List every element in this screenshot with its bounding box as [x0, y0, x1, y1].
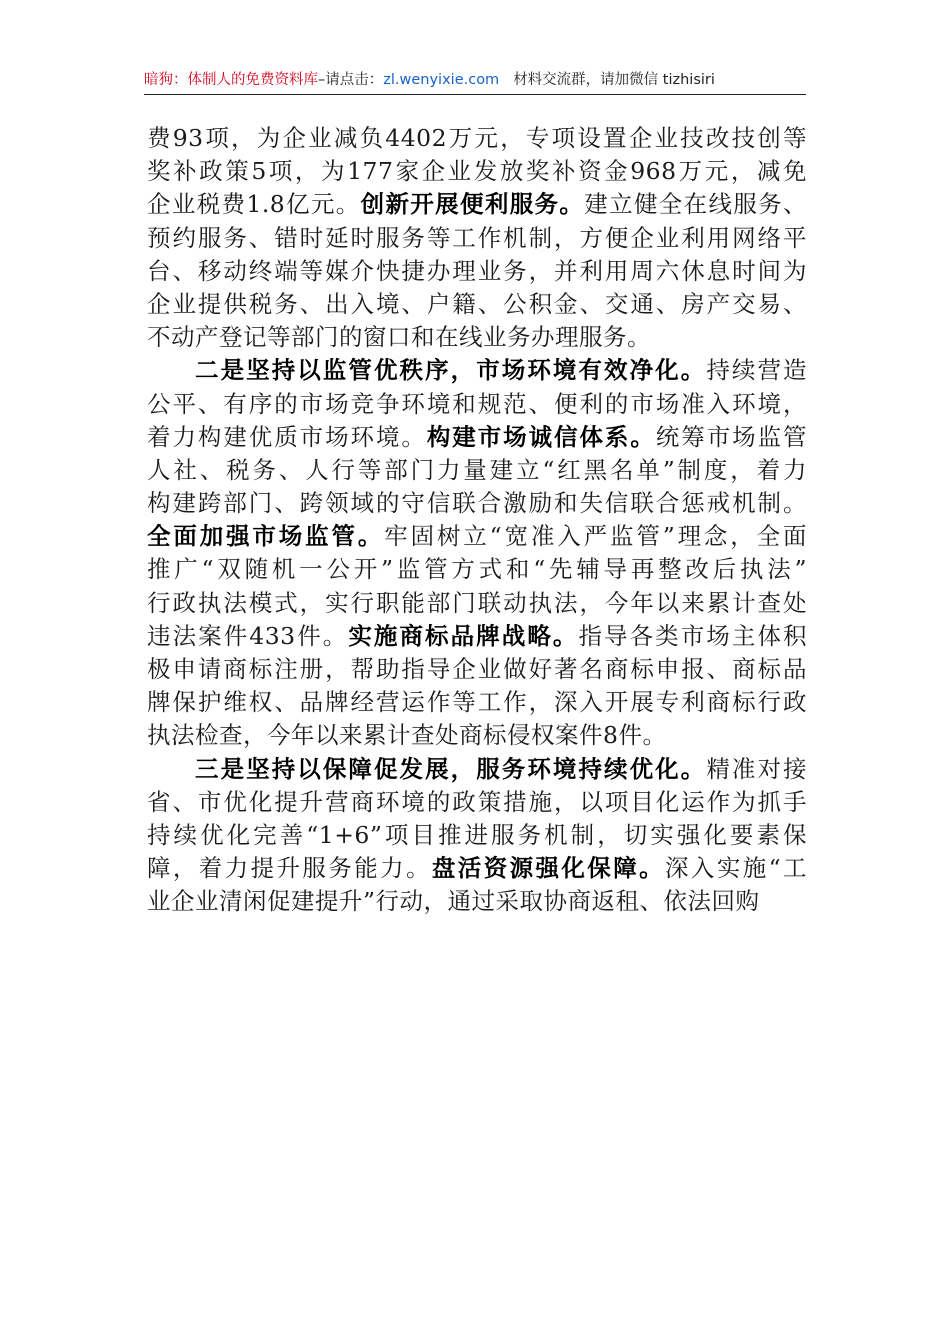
text-line	[147, 155, 807, 188]
text-line	[147, 122, 807, 155]
text-run: 业企业清闲促建提升”行动，通过采取协商返租、依法回购	[147, 887, 760, 916]
text-line	[147, 719, 807, 752]
text-line	[147, 653, 807, 686]
text-line	[147, 354, 807, 387]
text-run: 违法案件433件。	[147, 621, 349, 650]
document-body	[147, 122, 807, 919]
text-run: 精准对接	[706, 754, 807, 783]
header-brand: 暗狗：体制人的免费资料库	[144, 72, 318, 88]
text-run: 着力构建优质市场环境。	[147, 422, 427, 451]
text-run: 统筹市场监管	[655, 422, 807, 451]
text-run: 不动产登记等部门的窗口和在线业务办理服务。	[147, 323, 651, 352]
header-url-link[interactable]: zl.wenyixie.com	[383, 72, 500, 88]
text-run: 预约服务、错时延时服务等工作机制，方便企业利用网络平	[147, 223, 807, 252]
text-run: 企业提供税务、出入境、户籍、公积金、交通、房产交易、	[147, 289, 807, 318]
text-line	[147, 885, 807, 918]
text-line	[147, 388, 807, 421]
text-run: 省、市优化提升营商环境的政策措施，以项目化运作为抓手	[147, 787, 807, 816]
bold-heading-run: 二是坚持以监管优秩序，市场环境有效净化。	[195, 356, 707, 385]
text-run: 台、移动终端等媒介快捷办理业务，并利用周六休息时间为	[147, 256, 807, 285]
text-line	[147, 188, 807, 221]
text-run: 执法检查，今年以来累计查处商标侵权案件8件。	[147, 721, 667, 750]
header-wechat-note: 材料交流群，请加微信 tizhisiri	[513, 72, 715, 88]
bold-heading-run: 实施商标品牌战略。	[348, 621, 579, 650]
text-run: 推广“双随机一公开”监管方式和“先辅导再整改后执法”	[147, 555, 807, 584]
text-run: 指导各类市场主体积	[578, 621, 807, 650]
text-run: 深入实施“工	[665, 854, 807, 883]
text-run: 牢固树立“宽准入严监管”理念，全面	[384, 522, 807, 551]
text-run: 企业税费1.8亿元。	[147, 190, 361, 219]
paragraph	[147, 122, 807, 354]
text-run: 行政执法模式，实行职能部门联动执法，今年以来累计查处	[147, 588, 807, 617]
text-line	[147, 553, 807, 586]
text-line	[147, 487, 807, 520]
text-run: 公平、有序的市场竞争环境和规范、便利的市场准入环境，	[147, 389, 807, 418]
text-run: 奖补政策5项，为177家企业发放奖补资金968万元，减免	[147, 157, 807, 186]
text-run: 持续优化完善“1+6”项目推进服务机制，切实强化要素保	[147, 820, 807, 849]
bold-heading-run: 三是坚持以保障促发展，服务环境持续优化。	[195, 754, 707, 783]
paragraph	[147, 753, 807, 919]
text-line	[147, 587, 807, 620]
text-line	[147, 421, 807, 454]
text-run: 建立健全在线服务、	[584, 190, 807, 219]
text-line	[147, 222, 807, 255]
text-run: 构建跨部门、跨领域的守信联合激励和失信联合惩戒机制。	[147, 489, 807, 518]
text-run: 障，着力提升服务能力。	[147, 854, 432, 883]
text-line	[147, 819, 807, 852]
page-header	[144, 66, 806, 95]
text-line	[147, 255, 807, 288]
text-line	[147, 454, 807, 487]
bold-heading-run: 全面加强市场监管。	[147, 522, 385, 551]
text-line	[147, 520, 807, 553]
text-run: 人社、税务、人行等部门力量建立“红黑名单”制度，着力	[147, 455, 807, 484]
text-line	[147, 321, 807, 354]
bold-heading-run: 盘活资源强化保障。	[431, 854, 666, 883]
paragraph	[147, 354, 807, 752]
text-run: 持续营造	[706, 356, 807, 385]
bold-heading-run: 创新开展便利服务。	[360, 190, 585, 219]
text-line	[147, 753, 807, 786]
text-run: 费93项，为企业减负4402万元，专项设置企业技改技创等	[147, 124, 807, 152]
text-run: 牌保护维权、品牌经营运作等工作，深入开展专利商标行政	[147, 688, 807, 717]
text-line	[147, 686, 807, 719]
text-line	[147, 852, 807, 885]
text-line	[147, 620, 807, 653]
text-line	[147, 786, 807, 819]
text-line	[147, 288, 807, 321]
bold-heading-run: 构建市场诚信体系。	[426, 422, 656, 451]
header-prompt: –请点击：	[318, 72, 384, 88]
text-run: 极申请商标注册，帮助指导企业做好著名商标申报、商标品	[147, 655, 807, 683]
